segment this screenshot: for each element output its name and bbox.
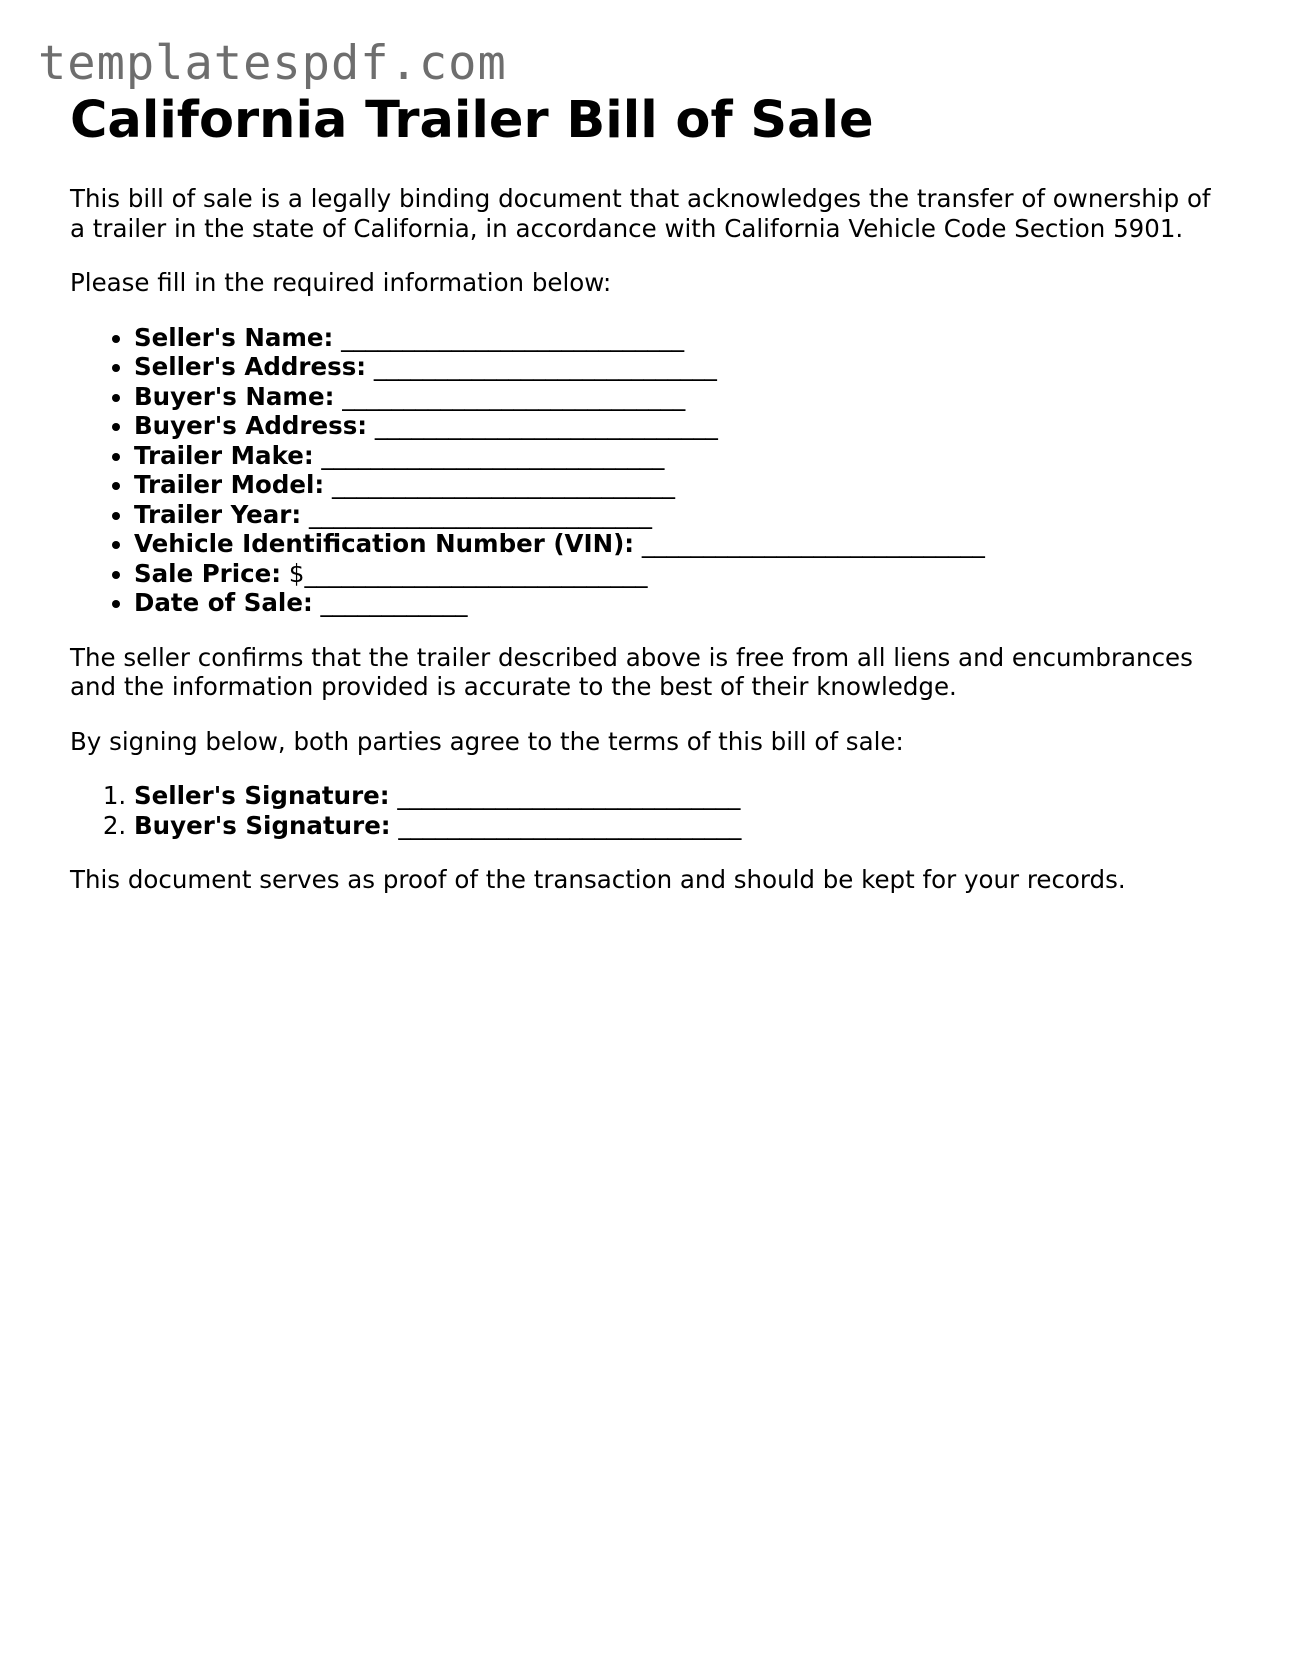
document-title: California Trailer Bill of Sale <box>70 91 874 150</box>
field-sale-price <box>134 559 1230 589</box>
field-buyer-address <box>134 411 1230 441</box>
field-date-of-sale <box>134 588 1230 618</box>
field-blank[interactable]: ____________________________ <box>341 322 685 352</box>
field-blank[interactable]: ____________________________ <box>373 352 717 381</box>
signature-blank[interactable]: ____________________________ <box>398 810 742 840</box>
field-label: Sale Price: <box>134 558 282 588</box>
field-label: Trailer Model: <box>134 470 325 499</box>
field-blank[interactable]: ____________________________ <box>308 499 652 529</box>
field-blank[interactable]: ____________ <box>320 588 468 617</box>
field-label: Date of Sale: <box>134 588 313 617</box>
field-buyer-name <box>134 382 1230 412</box>
field-vin <box>134 529 1230 559</box>
field-label: Buyer's Name: <box>134 381 335 411</box>
field-label: Trailer Make: <box>134 440 314 470</box>
signature-blank[interactable]: ____________________________ <box>397 781 741 810</box>
field-label: Seller's Address: <box>134 352 367 381</box>
field-seller-name <box>134 323 1230 353</box>
field-blank[interactable]: ____________________________ <box>321 440 665 470</box>
signing-intro: By signing below, both parties agree to the terms of this bill of sale: <box>70 726 904 756</box>
seller-signature <box>134 781 1230 811</box>
signature-label: Seller's Signature: <box>134 781 390 810</box>
field-list <box>70 323 1230 618</box>
field-trailer-make <box>134 441 1230 471</box>
confirmation-paragraph: The seller confirms that the trailer described above is free from all liens and encumbrances and the information provided is accurate to the best of their knowledge. <box>70 642 1193 701</box>
signature-list <box>70 781 1230 840</box>
field-blank[interactable]: ____________________________ <box>374 411 718 440</box>
field-seller-address <box>134 352 1230 382</box>
field-label: Trailer Year: <box>134 499 302 529</box>
field-label: Seller's Name: <box>134 322 334 352</box>
fill-prompt: Please fill in the required information below: <box>70 268 612 297</box>
field-trailer-model <box>134 470 1230 500</box>
field-label: Vehicle Identification Number (VIN): <box>134 529 635 558</box>
field-blank[interactable]: ____________________________ <box>641 529 985 558</box>
buyer-signature <box>134 811 1230 841</box>
field-trailer-year <box>134 500 1230 530</box>
intro-paragraph: This bill of sale is a legally binding document that acknowledges the transfer of ownership of a trailer in the state of California, in accordance with California Vehicle Code Section 5901. <box>70 184 1211 243</box>
closing-paragraph: This document serves as proof of the transaction and should be kept for your records. <box>70 865 1126 894</box>
field-blank[interactable]: $____________________________ <box>288 558 648 588</box>
field-blank[interactable]: ____________________________ <box>342 381 686 411</box>
signature-label: Buyer's Signature: <box>134 810 391 840</box>
field-label: Buyer's Address: <box>134 411 368 440</box>
document-body <box>70 88 1230 895</box>
field-blank[interactable]: ____________________________ <box>332 470 676 499</box>
watermark: templatespdf.com <box>38 36 507 91</box>
